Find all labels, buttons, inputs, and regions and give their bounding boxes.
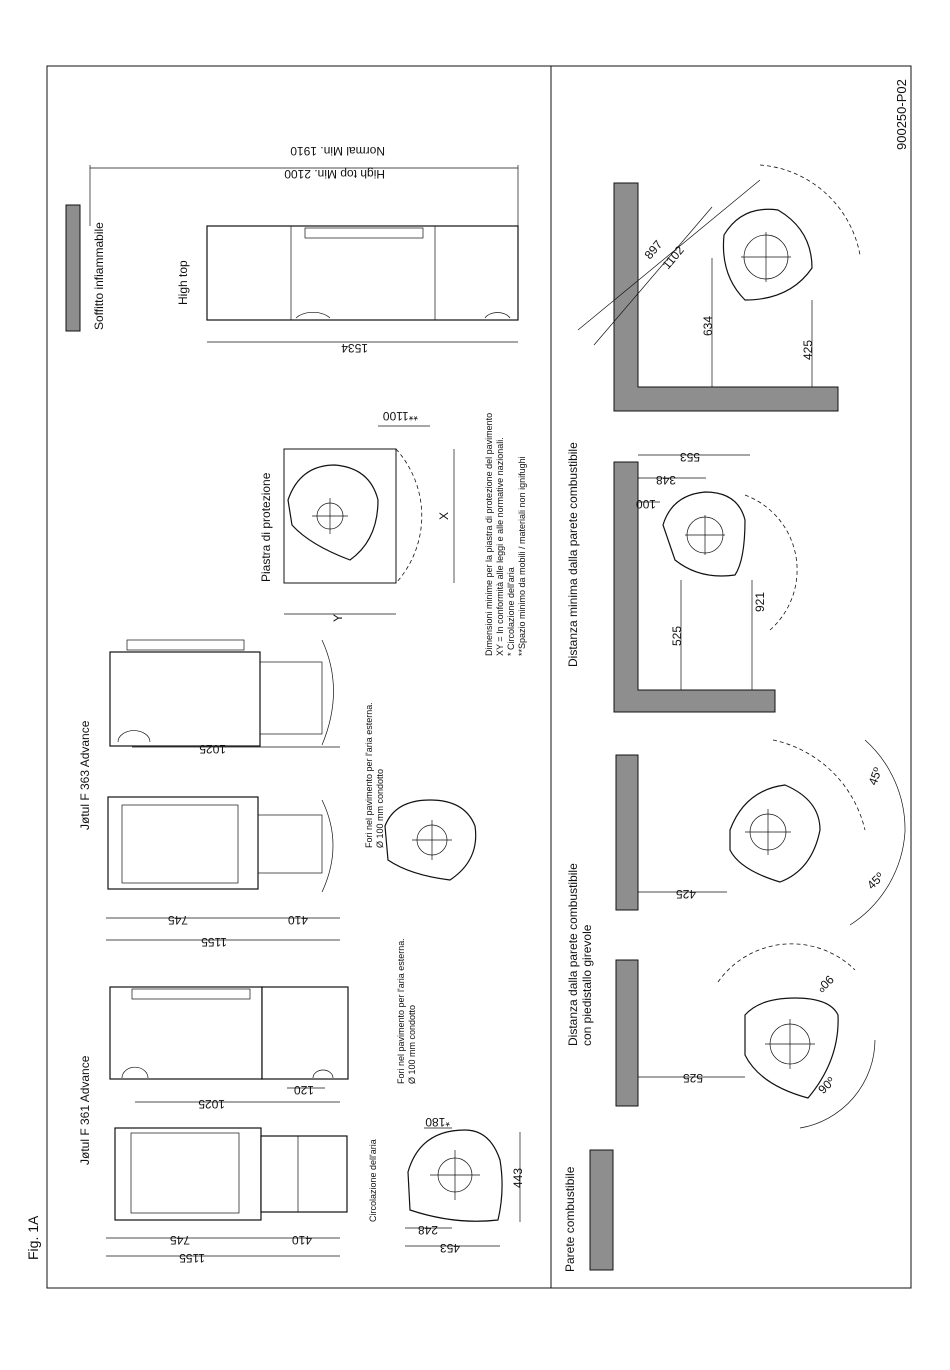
normal-min-label: Normal Min. 1910 [290,144,385,158]
dim-1102: 1102 [659,243,687,272]
f363-fori-line2: Ø 100 mm condotto [375,768,385,848]
figure-label: Fig. 1A [25,1215,41,1260]
wall-swivel-45 [616,755,638,910]
dim-100: 100 [635,497,656,511]
dim-745-b: 745 [167,913,188,927]
dim-634: 634 [701,315,715,336]
note-2: XY = In conformità alle leggi e alle normative nazionali. [495,437,505,656]
dim-45-a: 45º [865,765,885,788]
high-top-min-label: High top Min. 2100 [284,167,385,181]
dim-1155-a: 1155 [179,1251,205,1265]
distanza-minima: Distanza minima dalla parete combustibile [566,442,580,667]
f363-front-view [108,797,333,892]
protection-plate [284,449,422,583]
dim-525-a: 525 [682,1071,703,1085]
dim-410-a: 410 [291,1233,312,1247]
note-4: **Spazio minimo da mobili / materiali non ignifughi [517,456,527,656]
f361-title: Jøtul F 361 Advance [78,1055,92,1165]
f361-side-view [110,987,348,1079]
dim-1155-b: 1155 [201,935,227,949]
dim-553: 553 [679,450,700,464]
dim-90-a: 90º [814,972,837,995]
dim-1100: **1100 [382,409,418,423]
stove-plan-swivel-45 [730,740,905,925]
f361-fori-line1: Fori nel pavimento per l'aria esterna. [396,938,406,1084]
f363-fori-line1: Fori nel pavimento per l'aria esterna. [364,702,374,848]
dim-45-b: 45º [864,869,887,893]
dim-921: 921 [753,591,767,612]
wall-corner-45 [614,183,838,411]
dim-348: 348 [655,473,676,487]
soffitto-label: Soffitto infiammabile [92,222,106,330]
f361-plan-view [408,1130,502,1221]
high-top-stove [207,226,518,320]
wall-swivel-90 [616,960,638,1106]
wall-sample [590,1150,613,1270]
dim-443: 443 [511,1167,525,1188]
stove-plan-swivel-90 [718,944,875,1128]
distanza-girevole-1: Distanza dalla parete combustibile [566,863,580,1046]
dim-410-b: 410 [287,913,308,927]
dim-897: 897 [641,237,666,262]
f361-front-view [115,1128,347,1220]
high-top-label: High top [176,260,190,305]
dim-248: 248 [417,1223,438,1237]
distanza-girevole-2: con piedistallo girevole [580,924,594,1046]
f363-title: Jøtul F 363 Advance [78,720,92,830]
dim-425-a: 425 [675,887,696,901]
dim-525-b: 525 [670,625,684,646]
piastra-title: Piastra di protezione [259,472,273,582]
dim-120: 120 [293,1083,314,1097]
stove-plan-corner [723,165,860,300]
dim-453: 453 [439,1241,460,1255]
dim-745-a: 745 [169,1233,190,1247]
f361-circolazione-label: Circolazione dell'aria [368,1139,378,1222]
dim-1534: 1534 [341,341,368,355]
ceiling-block [66,205,80,331]
drawing-code: 900250-P02 [894,79,909,150]
f363-plan-view [385,800,476,880]
dim-425-b: 425 [801,339,815,360]
x-letter: X [437,511,451,520]
y-letter: Y [331,613,345,622]
dim-180: *180 [425,1115,450,1129]
dim-1025-a: 1025 [198,1097,225,1111]
note-3: * Circolazione dell'aria [506,567,516,656]
stove-plan-min-distance [663,492,797,630]
dim-1025-b: 1025 [199,742,226,756]
dim-90-b: 90º [815,1074,838,1097]
f361-fori-line2: Ø 100 mm condotto [407,1004,417,1084]
note-1: Dimensioni minime per la piastra di protezione del pavimento [484,412,494,656]
parete-label: Parete combustibile [563,1166,577,1272]
f363-side-view [110,640,334,746]
